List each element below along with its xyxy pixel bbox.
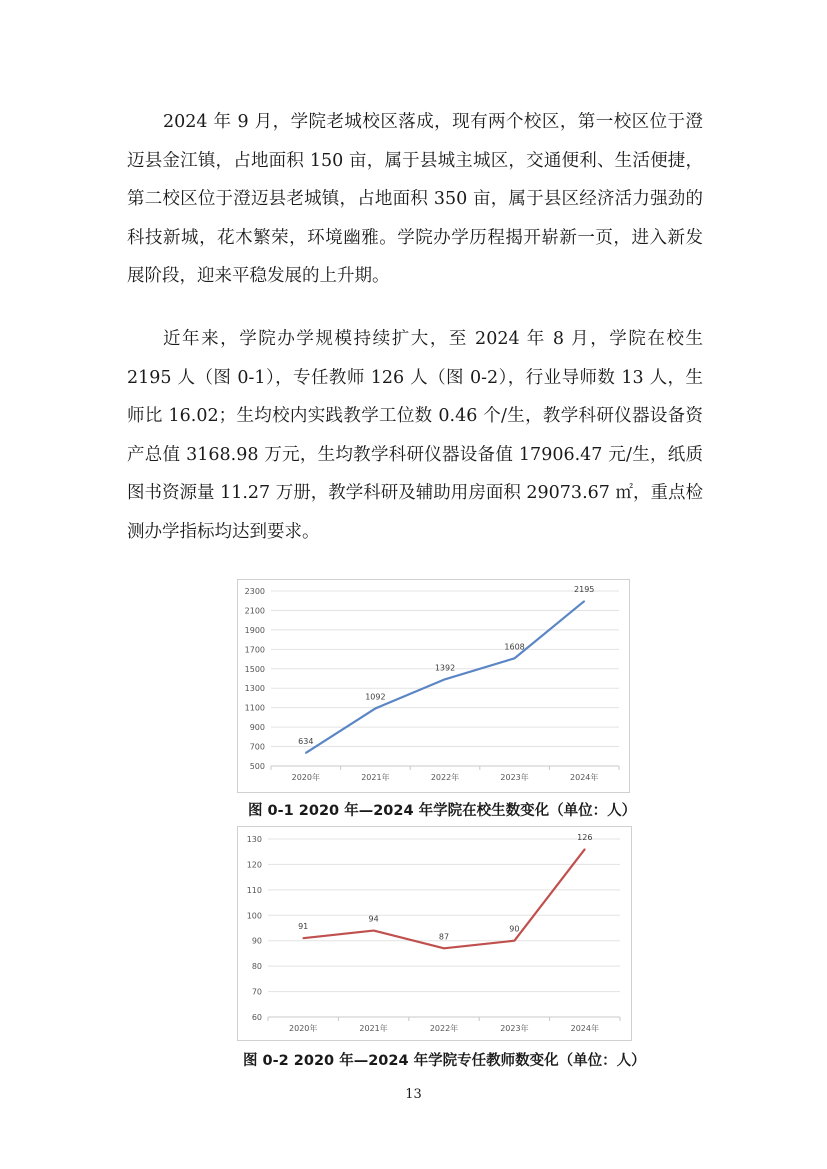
data-point [305,752,307,754]
paragraph-scale: 近年来，学院办学规模持续扩大，至 2024 年 8 月，学院在校生 2195 人（图 0-1），专任教师 126 人（图 0-2），行业导师数 13 人，生师比 16.02；生均校内实践教学工位数 0.46 个/生，教学科研仪器设备资产总值 3168.98 万元，生均教学科研仪器设备值 17906.47 元/生，纸质图书资源量 11.27 万册，教学科研及辅助用房面积 29073.67 ㎡，重点检测办学指标均达到要求。 [127,329,703,542]
y-tick-label: 100 [246,911,262,921]
data-point [583,600,585,602]
data-point [584,848,586,850]
data-point [302,937,304,939]
data-point [514,940,516,942]
y-tick-label: 110 [246,885,262,895]
paragraph-campus: 2024 年 9 月，学院老城校区落成，现有两个校区，第一校区位于澄迈县金江镇，占地面积 150 亩，属于县城主城区，交通便利、生活便捷，第二校区位于澄迈县老城镇，占地面积 350 亩，属于县区经济活力强劲的科技新城，花木繁荣，环境幽雅。学院办学历程揭开崭新一页，进入新发展阶段，迎来平稳发展的上升期。 [127,112,703,286]
data-label: 1092 [365,692,386,702]
series-line [306,601,584,753]
data-label: 94 [368,914,379,924]
x-tick-label: 2024年 [570,773,599,782]
data-point [443,948,445,950]
data-label: 634 [298,736,314,746]
x-tick-label: 2023年 [500,773,529,782]
page-number: 13 [405,1087,422,1102]
x-tick-label: 2022年 [430,773,460,782]
data-label: 1392 [434,663,456,673]
data-point [375,708,377,710]
data-point [514,657,516,659]
data-label: 87 [438,932,450,942]
x-tick-label: 2021年 [361,773,390,782]
x-tick-label: 2024年 [570,1024,599,1033]
y-tick-label: 60 [251,1013,262,1022]
y-tick-label: 2300 [244,587,265,596]
data-label: 1608 [504,642,525,652]
x-tick-label: 2023年 [500,1024,529,1033]
data-label: 90 [509,924,520,934]
y-tick-label: 900 [249,723,265,733]
y-tick-label: 2100 [244,606,265,616]
x-tick-label: 2020年 [291,773,320,782]
data-point [373,930,375,932]
teacher-count-chart-svg [238,827,631,1040]
y-tick-label: 1100 [244,703,265,713]
data-label: 91 [298,922,309,932]
y-tick-label: 700 [249,742,265,752]
chart2-caption: 图 0-2 2020 年—2024 年学院专任教师数变化（单位：人） [243,1053,646,1069]
x-tick-label: 2021年 [359,1024,388,1033]
y-tick-label: 120 [246,860,262,870]
student-count-chart [237,579,630,793]
teacher-count-chart [237,826,632,1041]
x-tick-label: 2022年 [429,1024,459,1033]
student-count-chart-svg [238,580,629,792]
y-tick-label: 70 [251,987,262,997]
y-tick-label: 90 [251,936,262,946]
y-tick-label: 500 [249,762,265,771]
y-tick-label: 80 [251,962,262,972]
x-tick-label: 2020年 [289,1024,318,1033]
data-point [444,678,446,680]
data-label: 126 [577,833,593,843]
y-tick-label: 1700 [244,645,265,655]
chart1-caption: 图 0-1 2020 年—2024 年学院在校生数变化（单位：人） [248,803,637,819]
y-tick-label: 1900 [244,625,265,635]
data-label: 2195 [574,585,595,595]
y-tick-label: 1500 [244,664,265,674]
y-tick-label: 1300 [244,684,265,694]
y-tick-label: 130 [246,835,262,844]
